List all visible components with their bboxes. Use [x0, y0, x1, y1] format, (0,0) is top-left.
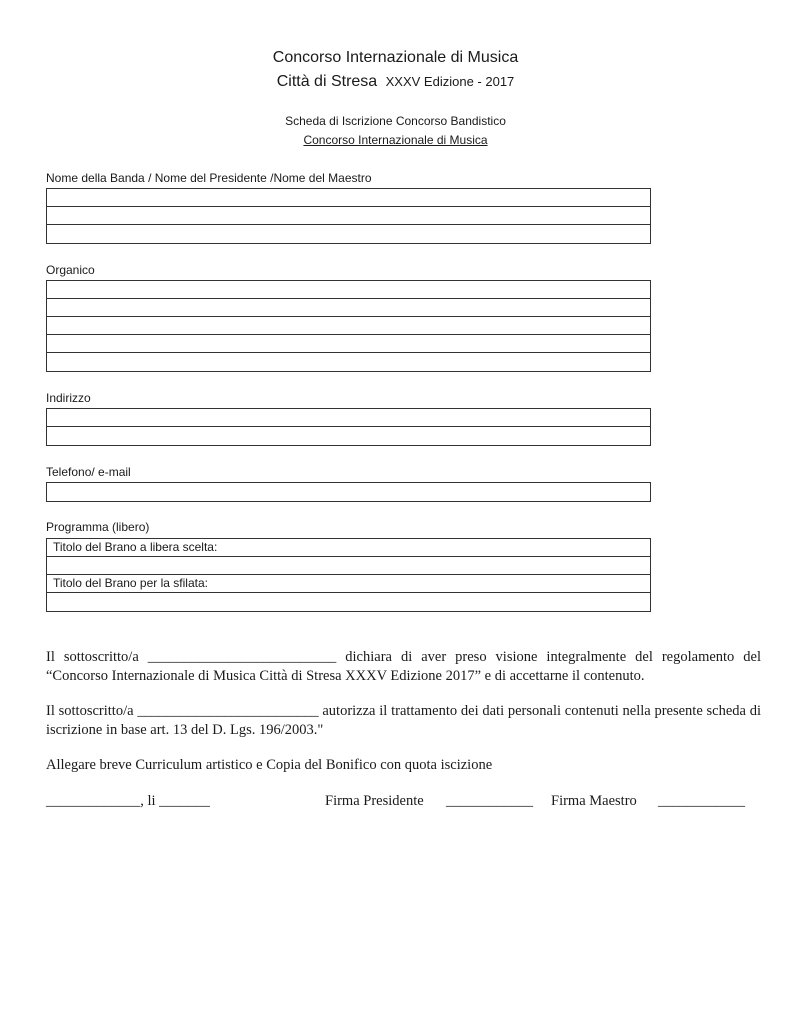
organico-fields [46, 280, 651, 372]
organico-field-3[interactable] [47, 317, 650, 335]
brano-sfilata-label: Titolo del Brano per la sfilata: [47, 575, 650, 593]
form-subtitle: Concorso Internazionale di Musica [303, 133, 488, 147]
city-name: Città di Stresa [276, 73, 378, 90]
indirizzo-label: Indirizzo [46, 391, 91, 405]
names-label: Nome della Banda / Nome del Presidente /Nome del Maestro [46, 171, 372, 185]
organico-field-2[interactable] [47, 299, 650, 317]
organico-field-5[interactable] [47, 353, 650, 371]
presidente-signature-blank[interactable]: ____________ [446, 793, 533, 809]
telefono-fields [46, 482, 651, 502]
indirizzo-field-2[interactable] [47, 427, 650, 445]
name-field-2[interactable] [47, 207, 650, 225]
maestro-signature-blank[interactable]: ____________ [658, 793, 745, 809]
decl1-prefix: Il sottoscritto/a [46, 649, 139, 665]
telefono-field[interactable] [47, 483, 650, 501]
firma-maestro-label: Firma Maestro [551, 793, 637, 809]
brano-libera-label: Titolo del Brano a libera scelta: [47, 539, 650, 557]
decl2-text: autorizza il trattamento dei dati personali contenuti nella presente scheda di iscrizione in base art. 13 del D. Lgs. 196/2003." [46, 703, 762, 738]
document-subtitle [0, 73, 791, 91]
edition-label: XXXV Edizione - 2017 [385, 74, 515, 89]
decl2-prefix: Il sottoscritto/a [46, 703, 134, 719]
decl2-name-blank[interactable]: _________________________ [137, 703, 319, 719]
decl1-text: dichiara di aver preso visione integralmente del regolamento del “Concorso Internazionale di Musica Città di Stresa XXXV Edizione 2017” e di accettarne il contenuto. [46, 649, 762, 684]
names-fields [46, 188, 651, 244]
brano-sfilata-field[interactable] [47, 593, 650, 611]
declaration-regolamento [46, 648, 761, 686]
document-title: Concorso Internazionale di Musica [272, 49, 519, 66]
indirizzo-fields [46, 408, 651, 446]
organico-label: Organico [46, 263, 95, 277]
allegare-note: Allegare breve Curriculum artistico e Copia del Bonifico con quota iscizione [46, 757, 493, 773]
decl1-name-blank[interactable]: __________________________ [147, 649, 337, 665]
firma-presidente-label: Firma Presidente [325, 793, 424, 809]
programma-fields [46, 538, 651, 612]
brano-libera-field[interactable] [47, 557, 650, 575]
organico-field-1[interactable] [47, 281, 650, 299]
telefono-label: Telefono/ e-mail [46, 465, 131, 479]
name-field-1[interactable] [47, 189, 650, 207]
declaration-privacy [46, 702, 761, 740]
organico-field-4[interactable] [47, 335, 650, 353]
form-title: Scheda di Iscrizione Concorso Bandistico [285, 114, 506, 128]
programma-label: Programma (libero) [46, 520, 150, 534]
name-field-3[interactable] [47, 225, 650, 243]
indirizzo-field-1[interactable] [47, 409, 650, 427]
place-date-blank[interactable]: _____________, li _______ [46, 793, 210, 809]
